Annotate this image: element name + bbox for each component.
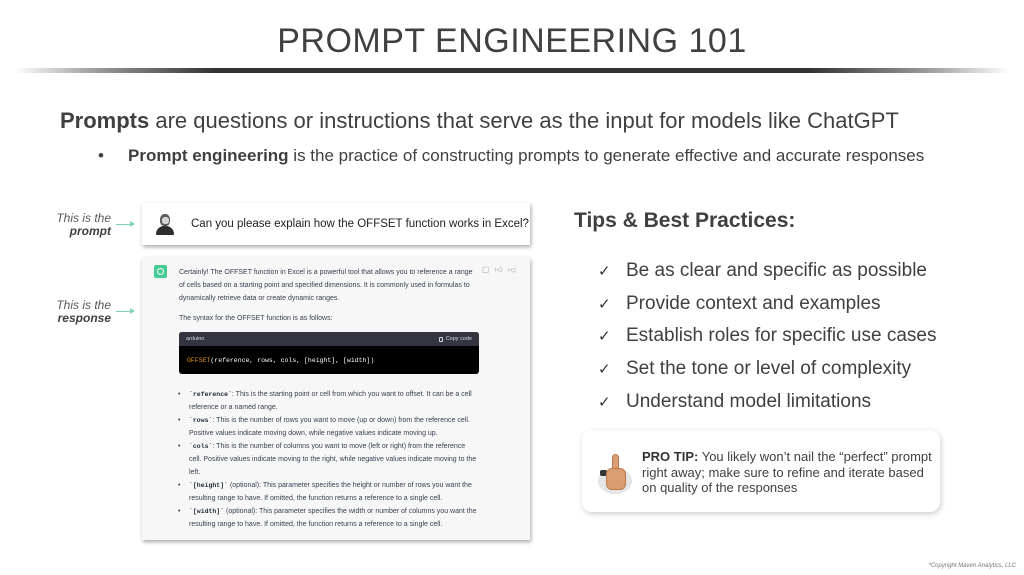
tip-item <box>598 385 936 418</box>
clipboard-icon <box>439 337 443 342</box>
param-desc: : This is the number of columns you want to move (left or right) from the reference cell. Positive values indicate moving to the right, while negative values indicate moving to the left. <box>189 443 477 476</box>
prompt-card <box>142 203 530 245</box>
prompt-annotation <box>55 212 111 238</box>
param-name: `rows` <box>189 417 213 424</box>
tips-title: Tips & Best Practices: <box>574 209 796 232</box>
chatgpt-logo-icon <box>154 265 167 278</box>
check-icon: ✓ <box>598 295 611 313</box>
syntax-intro: The syntax for the OFFSET function is as follows: <box>179 315 333 322</box>
tip-text: Provide context and examples <box>626 292 881 314</box>
param-name: `reference` <box>189 391 232 398</box>
tip-text: Be as clear and specific as possible <box>626 260 927 282</box>
thumbs-up-icon[interactable]: 👍︎ <box>494 265 503 274</box>
response-annotation <box>55 299 111 325</box>
code-args: (reference, rows, cols, [height], [width]) <box>210 357 375 364</box>
check-icon: ✓ <box>598 361 611 379</box>
check-icon: ✓ <box>598 393 611 411</box>
copy-icon[interactable]: ▢ <box>481 265 490 274</box>
sub-bullet <box>98 146 924 166</box>
user-avatar-icon <box>155 213 175 235</box>
lead-bold-term: Prompts <box>60 108 150 133</box>
list-item <box>179 440 479 479</box>
param-name: `[width]` <box>189 508 225 515</box>
tip-text: Understand model limitations <box>626 390 872 412</box>
tip-text: Establish roles for specific use cases <box>626 325 937 347</box>
check-icon: ✓ <box>598 263 611 281</box>
param-desc: (optional): This parameter specifies the height or number of rows you want the resulting range to have. If omitted, the function returns a reference to a single cell. <box>189 482 472 502</box>
code-function: OFFSET <box>187 357 211 364</box>
check-icon: ✓ <box>598 328 611 346</box>
tip-item <box>598 255 936 288</box>
tip-item <box>598 288 936 321</box>
param-desc: (optional): This parameter specifies the width or number of columns you want the resulting range to have. If omitted, the function returns a reference to a single cell. <box>189 508 477 528</box>
param-list <box>179 388 479 531</box>
response-card <box>142 258 530 540</box>
slide-title: PROMPT ENGINEERING 101 <box>277 22 747 60</box>
lead-statement <box>60 108 899 134</box>
code-language: arduino <box>186 335 205 342</box>
thumbs-down-icon[interactable]: 👎︎ <box>507 265 516 274</box>
code-block <box>179 332 479 374</box>
param-desc: : This is the starting point or cell from which you want to offset. It can be a cell reference or a named range. <box>189 391 472 411</box>
list-item <box>179 388 479 414</box>
tip-item <box>598 353 936 386</box>
copy-code-label: Copy code <box>445 335 472 342</box>
response-actions <box>482 266 516 274</box>
thumbs-up-hand-icon <box>596 452 636 494</box>
arrow-right-icon <box>116 311 133 312</box>
param-desc: : This is the number of rows you want to move (up or down) from the reference cell. Positive values indicate moving down, while negative values indicate moving up. <box>189 417 470 437</box>
sub-bold-term: Prompt engineering <box>128 146 289 165</box>
copy-code-button[interactable] <box>439 333 472 346</box>
list-item <box>179 414 479 440</box>
list-item <box>179 505 479 531</box>
pro-tip-body: You likely won’t nail the “perfect” prompt right away; make sure to refine and iterate based on quality of the responses <box>642 449 932 495</box>
arrow-right-icon <box>116 224 133 225</box>
code-line <box>179 346 479 374</box>
tips-list <box>598 255 936 418</box>
pro-tip-label: PRO TIP: <box>642 449 699 464</box>
lead-text: are questions or instructions that serve as the input for models like ChatGPT <box>149 108 899 133</box>
tip-text: Set the tone or level of complexity <box>626 358 912 380</box>
param-name: `cols` <box>189 443 213 450</box>
prompt-text: Can you please explain how the OFFSET function works in Excel? <box>191 218 529 230</box>
title-divider <box>15 68 1009 73</box>
sub-text: is the practice of constructing prompts to generate effective and accurate responses <box>288 146 925 165</box>
annotation-line2: prompt <box>69 224 111 238</box>
tip-item <box>598 320 936 353</box>
response-body <box>179 266 479 531</box>
pro-tip-text <box>642 449 932 496</box>
pro-tip-card <box>582 430 940 512</box>
bullet-icon: • <box>98 146 104 165</box>
annotation-line1: This is the <box>56 298 111 312</box>
annotation-line2: response <box>57 311 111 325</box>
annotation-line1: This is the <box>56 211 111 225</box>
param-name: `[height]` <box>189 482 229 489</box>
list-item <box>179 479 479 505</box>
copyright: *Copyright Maven Analytics, LLC <box>928 563 1016 569</box>
code-header <box>179 332 479 346</box>
response-intro: Certainly! The OFFSET function in Excel is a powerful tool that allows you to reference a range of cells based on a starting point and specified dimensions. It is commonly used in formulas to dynamically retrieve data or create dynamic ranges. <box>179 269 473 302</box>
